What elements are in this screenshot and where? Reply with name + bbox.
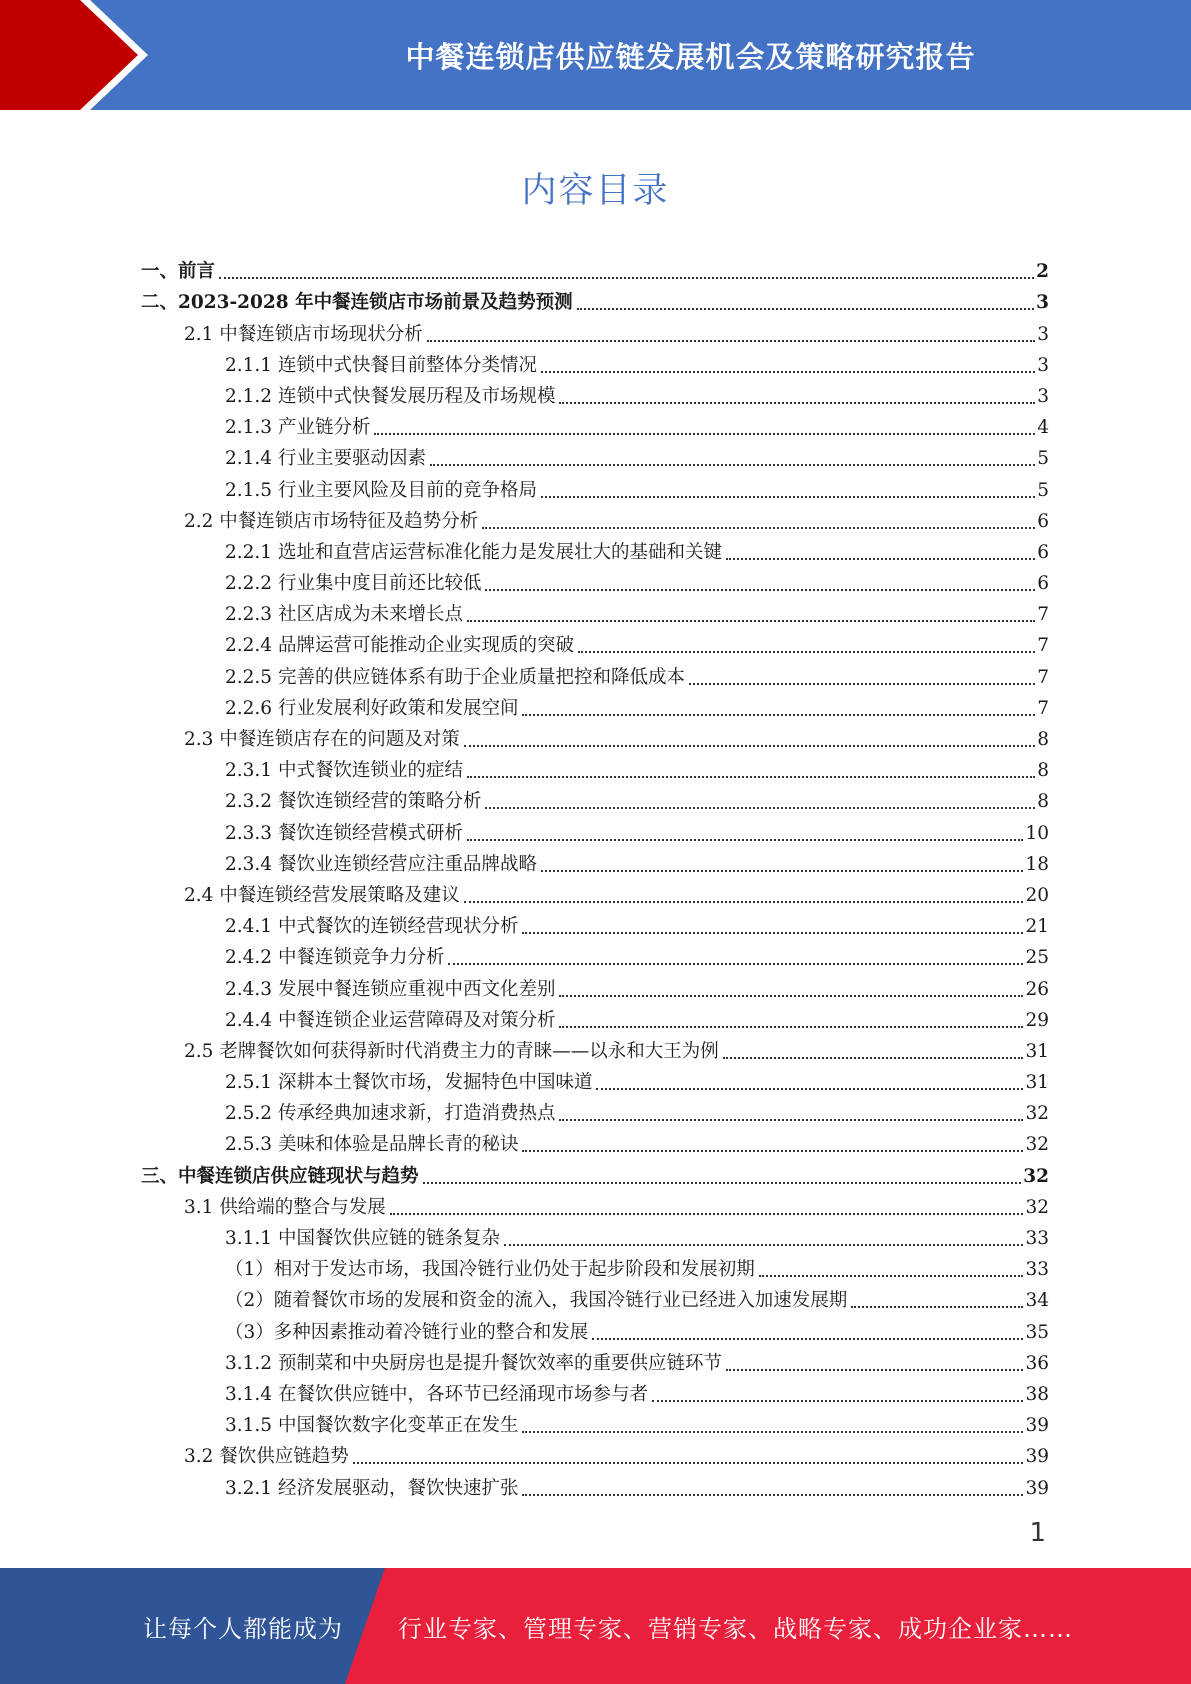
toc-entry-page: 20	[1025, 884, 1049, 906]
toc-entry[interactable]	[141, 566, 1049, 597]
toc-entry[interactable]	[141, 628, 1049, 659]
toc-dot-leader	[723, 1057, 1024, 1059]
toc-entry[interactable]	[141, 410, 1049, 441]
toc-entry[interactable]	[141, 691, 1049, 722]
toc-entry-label: 三、中餐连锁店供应链现状与趋势	[141, 1165, 419, 1187]
toc-entry-label: 2.1.5 行业主要风险及目前的竞争格局	[225, 479, 537, 501]
toc-entry-page: 7	[1037, 604, 1049, 626]
toc-entry-label: 2.1.2 连锁中式快餐发展历程及市场规模	[225, 385, 556, 407]
toc-entry-page: 8	[1037, 729, 1049, 750]
toc-dot-leader	[522, 1150, 1023, 1152]
toc-entry[interactable]	[141, 348, 1049, 379]
toc-entry[interactable]	[141, 1377, 1049, 1408]
toc-dot-leader	[482, 527, 1035, 529]
toc-dot-leader	[851, 1306, 1023, 1308]
toc-entry[interactable]	[141, 1283, 1049, 1314]
toc-dot-leader	[559, 995, 1023, 997]
toc-entry-page: 8	[1037, 791, 1049, 813]
toc-entry[interactable]	[141, 285, 1049, 316]
toc-entry[interactable]	[141, 1190, 1049, 1221]
toc-entry[interactable]	[141, 1034, 1049, 1065]
toc-dot-leader	[559, 1026, 1023, 1028]
toc-dot-leader	[726, 1369, 1023, 1371]
toc-entry-page: 7	[1037, 697, 1049, 719]
toc-entry-label: （1）相对于发达市场，我国冷链行业仍处于起步阶段和发展初期	[225, 1259, 755, 1281]
toc-dot-leader	[726, 558, 1035, 560]
toc-entry[interactable]	[141, 254, 1049, 285]
toc-dot-leader	[596, 1088, 1023, 1090]
toc-entry-page: 3	[1037, 354, 1049, 376]
table-of-contents	[141, 254, 1049, 1502]
toc-dot-leader	[374, 433, 1035, 435]
toc-dot-leader	[219, 277, 1034, 279]
toc-entry-label: 2.4.4 中餐连锁企业运营障碍及对策分析	[225, 1009, 556, 1031]
toc-entry-page: 3	[1037, 323, 1049, 345]
toc-dot-leader	[467, 839, 1023, 841]
toc-entry-label: 一、前言	[141, 261, 216, 283]
toc-entry[interactable]	[141, 597, 1049, 628]
toc-dot-leader	[522, 1494, 1023, 1496]
toc-entry-label: 2.2.5 完善的供应链体系有助于企业质量把控和降低成本	[225, 666, 685, 688]
toc-entry-page: 33	[1025, 1259, 1049, 1281]
toc-dot-leader	[522, 1431, 1023, 1433]
toc-entry-page: 8	[1037, 760, 1049, 782]
toc-entry-label: （2）随着餐饮市场的发展和资金的流入，我国冷链行业已经进入加速发展期	[225, 1290, 848, 1312]
toc-entry-page: 31	[1025, 1072, 1049, 1094]
toc-entry-page: 35	[1025, 1321, 1049, 1343]
toc-entry-label: 3.1.1 中国餐饮供应链的链条复杂	[225, 1228, 500, 1249]
toc-entry-page: 18	[1025, 853, 1049, 875]
toc-entry-page: 32	[1025, 1134, 1049, 1156]
toc-dot-leader	[541, 496, 1035, 498]
toc-entry-page: 7	[1037, 635, 1049, 657]
toc-dot-leader	[464, 901, 1024, 903]
toc-dot-leader	[464, 745, 1035, 747]
toc-entry-page: 7	[1037, 666, 1049, 688]
toc-entry[interactable]	[141, 971, 1049, 1002]
toc-entry-label: 2.5.1 深耕本土餐饮市场，发掘特色中国味道	[225, 1072, 593, 1094]
report-title: 中餐连锁店供应链发展机会及策略研究报告	[405, 39, 976, 74]
toc-entry-label: 2.4.1 中式餐饮的连锁经营现状分析	[225, 916, 519, 938]
toc-entry-label: 2.1.1 连锁中式快餐目前整体分类情况	[225, 354, 537, 376]
toc-entry-page: 32	[1025, 1103, 1049, 1125]
toc-entry-label: 2.1.4 行业主要驱动因素	[225, 448, 426, 470]
toc-entry-page: 32	[1023, 1165, 1049, 1187]
toc-dot-leader	[467, 776, 1035, 778]
toc-entry[interactable]	[141, 1346, 1049, 1377]
toc-entry-label: 2.5.3 美味和体验是品牌长青的秘诀	[225, 1134, 519, 1156]
toc-entry-label: 2.4.3 发展中餐连锁应重视中西文化差别	[225, 978, 556, 1000]
toc-dot-leader	[577, 308, 1035, 310]
toc-entry-label: 2.3.4 餐饮业连锁经营应注重品牌战略	[225, 853, 537, 875]
toc-dot-leader	[759, 1275, 1024, 1277]
toc-entry-page: 6	[1037, 573, 1049, 595]
toc-entry-label: 2.4 中餐连锁经营发展策略及建议	[184, 884, 460, 906]
toc-dot-leader	[592, 1338, 1023, 1340]
toc-entry-page: 39	[1025, 1446, 1049, 1468]
toc-entry-label: （3）多种因素推动着冷链行业的整合和发展	[225, 1321, 589, 1343]
toc-entry-label: 3.2 餐饮供应链趋势	[184, 1446, 349, 1468]
toc-entry-page: 32	[1025, 1196, 1049, 1218]
toc-entry-label: 2.4.2 中餐连锁竞争力分析	[225, 947, 445, 969]
toc-entry[interactable]	[141, 1221, 1049, 1252]
toc-dot-leader	[559, 1119, 1023, 1121]
toc-entry[interactable]	[141, 847, 1049, 878]
toc-entry-page: 6	[1037, 541, 1049, 563]
toc-entry-page: 3	[1036, 292, 1049, 314]
toc-entry[interactable]	[141, 1003, 1049, 1034]
toc-dot-leader	[541, 870, 1023, 872]
toc-entry-page: 34	[1025, 1290, 1049, 1312]
page-footer	[0, 1568, 1191, 1684]
toc-entry-page: 2	[1036, 261, 1049, 283]
toc-entry[interactable]	[141, 1408, 1049, 1439]
toc-entry[interactable]	[141, 753, 1049, 784]
toc-entry-page: 31	[1025, 1040, 1049, 1062]
toc-entry-page: 39	[1025, 1477, 1049, 1499]
page-number: 1	[1029, 1518, 1046, 1548]
toc-entry[interactable]	[141, 441, 1049, 472]
toc-entry[interactable]	[141, 535, 1049, 566]
toc-entry[interactable]	[141, 504, 1049, 535]
toc-entry-label: 2.5 老牌餐饮如何获得新时代消费主力的青睐——以永和大王为例	[184, 1040, 719, 1062]
toc-dot-leader	[430, 464, 1035, 466]
toc-entry-label: 3.1.5 中国餐饮数字化变革正在发生	[225, 1415, 519, 1437]
toc-entry-page: 33	[1025, 1228, 1049, 1249]
toc-entry-label: 2.2.4 品牌运营可能推动企业实现质的突破	[225, 635, 574, 657]
toc-entry[interactable]	[141, 1158, 1049, 1189]
toc-dot-leader	[485, 807, 1035, 809]
toc-dot-leader	[652, 1400, 1023, 1402]
toc-entry[interactable]	[141, 1127, 1049, 1158]
toc-entry-label: 2.3 中餐连锁店存在的问题及对策	[184, 729, 460, 750]
toc-dot-leader	[541, 371, 1035, 373]
toc-entry-label: 3.1 供给端的整合与发展	[184, 1196, 386, 1218]
toc-entry-page: 10	[1025, 822, 1049, 844]
toc-entry[interactable]	[141, 1439, 1049, 1470]
toc-dot-leader	[689, 683, 1035, 685]
toc-entry-label: 2.2 中餐连锁店市场特征及趋势分析	[184, 510, 479, 532]
toc-dot-leader	[522, 932, 1023, 934]
toc-entry-label: 3.1.4 在餐饮供应链中，各环节已经涌现市场参与者	[225, 1383, 648, 1405]
toc-entry-label: 3.1.2 预制菜和中央厨房也是提升餐饮效率的重要供应链环节	[225, 1352, 722, 1374]
toc-entry[interactable]	[141, 659, 1049, 690]
toc-entry-page: 26	[1025, 978, 1049, 1000]
toc-entry-label: 2.3.3 餐饮连锁经营模式研析	[225, 822, 463, 844]
toc-entry-label: 2.2.6 行业发展利好政策和发展空间	[225, 697, 519, 719]
toc-dot-leader	[559, 402, 1035, 404]
toc-entry-page: 3	[1037, 385, 1049, 407]
toc-entry[interactable]	[141, 1314, 1049, 1345]
toc-entry-label: 二、2023-2028 年中餐连锁店市场前景及趋势预测	[141, 292, 573, 314]
toc-entry-page: 38	[1025, 1383, 1049, 1405]
toc-entry[interactable]	[141, 1096, 1049, 1127]
footer-slogan-right: 行业专家、管理专家、营销专家、战略专家、成功企业家……	[398, 1614, 1073, 1643]
toc-entry[interactable]	[141, 878, 1049, 909]
toc-dot-leader	[390, 1213, 1024, 1215]
toc-dot-leader	[578, 651, 1035, 653]
toc-entry[interactable]	[141, 815, 1049, 846]
toc-entry[interactable]	[141, 379, 1049, 410]
toc-dot-leader	[423, 1182, 1022, 1184]
toc-entry-page: 5	[1037, 479, 1049, 501]
toc-entry[interactable]	[141, 1470, 1049, 1501]
toc-entry-page: 4	[1037, 417, 1049, 439]
toc-dot-leader	[467, 620, 1035, 622]
toc-heading: 内容目录	[521, 171, 670, 211]
toc-entry[interactable]	[141, 316, 1049, 347]
toc-entry-label: 3.2.1 经济发展驱动，餐饮快速扩张	[225, 1477, 519, 1499]
page-header	[0, 0, 1191, 110]
toc-entry-page: 5	[1037, 448, 1049, 470]
toc-entry-label: 2.5.2 传承经典加速求新，打造消费热点	[225, 1103, 556, 1125]
toc-entry[interactable]	[141, 1065, 1049, 1096]
toc-entry-page: 39	[1025, 1415, 1049, 1437]
toc-entry[interactable]	[141, 784, 1049, 815]
footer-slogan-left: 让每个人都能成为	[143, 1614, 343, 1643]
toc-entry-page: 36	[1025, 1352, 1049, 1374]
toc-dot-leader	[448, 963, 1023, 965]
toc-dot-leader	[522, 714, 1035, 716]
toc-entry-label: 2.3.2 餐饮连锁经营的策略分析	[225, 791, 482, 813]
toc-entry-label: 2.2.1 选址和直营店运营标准化能力是发展壮大的基础和关键	[225, 541, 722, 563]
toc-entry-label: 2.1 中餐连锁店市场现状分析	[184, 323, 423, 345]
toc-dot-leader	[353, 1462, 1024, 1464]
toc-entry[interactable]	[141, 722, 1049, 753]
toc-dot-leader	[427, 340, 1035, 342]
toc-entry[interactable]	[141, 472, 1049, 503]
toc-entry-label: 2.2.3 社区店成为未来增长点	[225, 604, 463, 626]
toc-entry[interactable]	[141, 1252, 1049, 1283]
toc-entry-label: 2.3.1 中式餐饮连锁业的症结	[225, 760, 463, 782]
toc-entry-page: 6	[1037, 510, 1049, 532]
toc-entry[interactable]	[141, 909, 1049, 940]
toc-entry-label: 2.2.2 行业集中度目前还比较低	[225, 573, 482, 595]
toc-entry-page: 25	[1025, 947, 1049, 969]
toc-entry-page: 29	[1025, 1009, 1049, 1031]
toc-entry[interactable]	[141, 940, 1049, 971]
toc-entry-label: 2.1.3 产业链分析	[225, 417, 371, 439]
toc-dot-leader	[504, 1244, 1023, 1246]
toc-entry-page: 21	[1025, 916, 1049, 938]
toc-dot-leader	[485, 589, 1035, 591]
